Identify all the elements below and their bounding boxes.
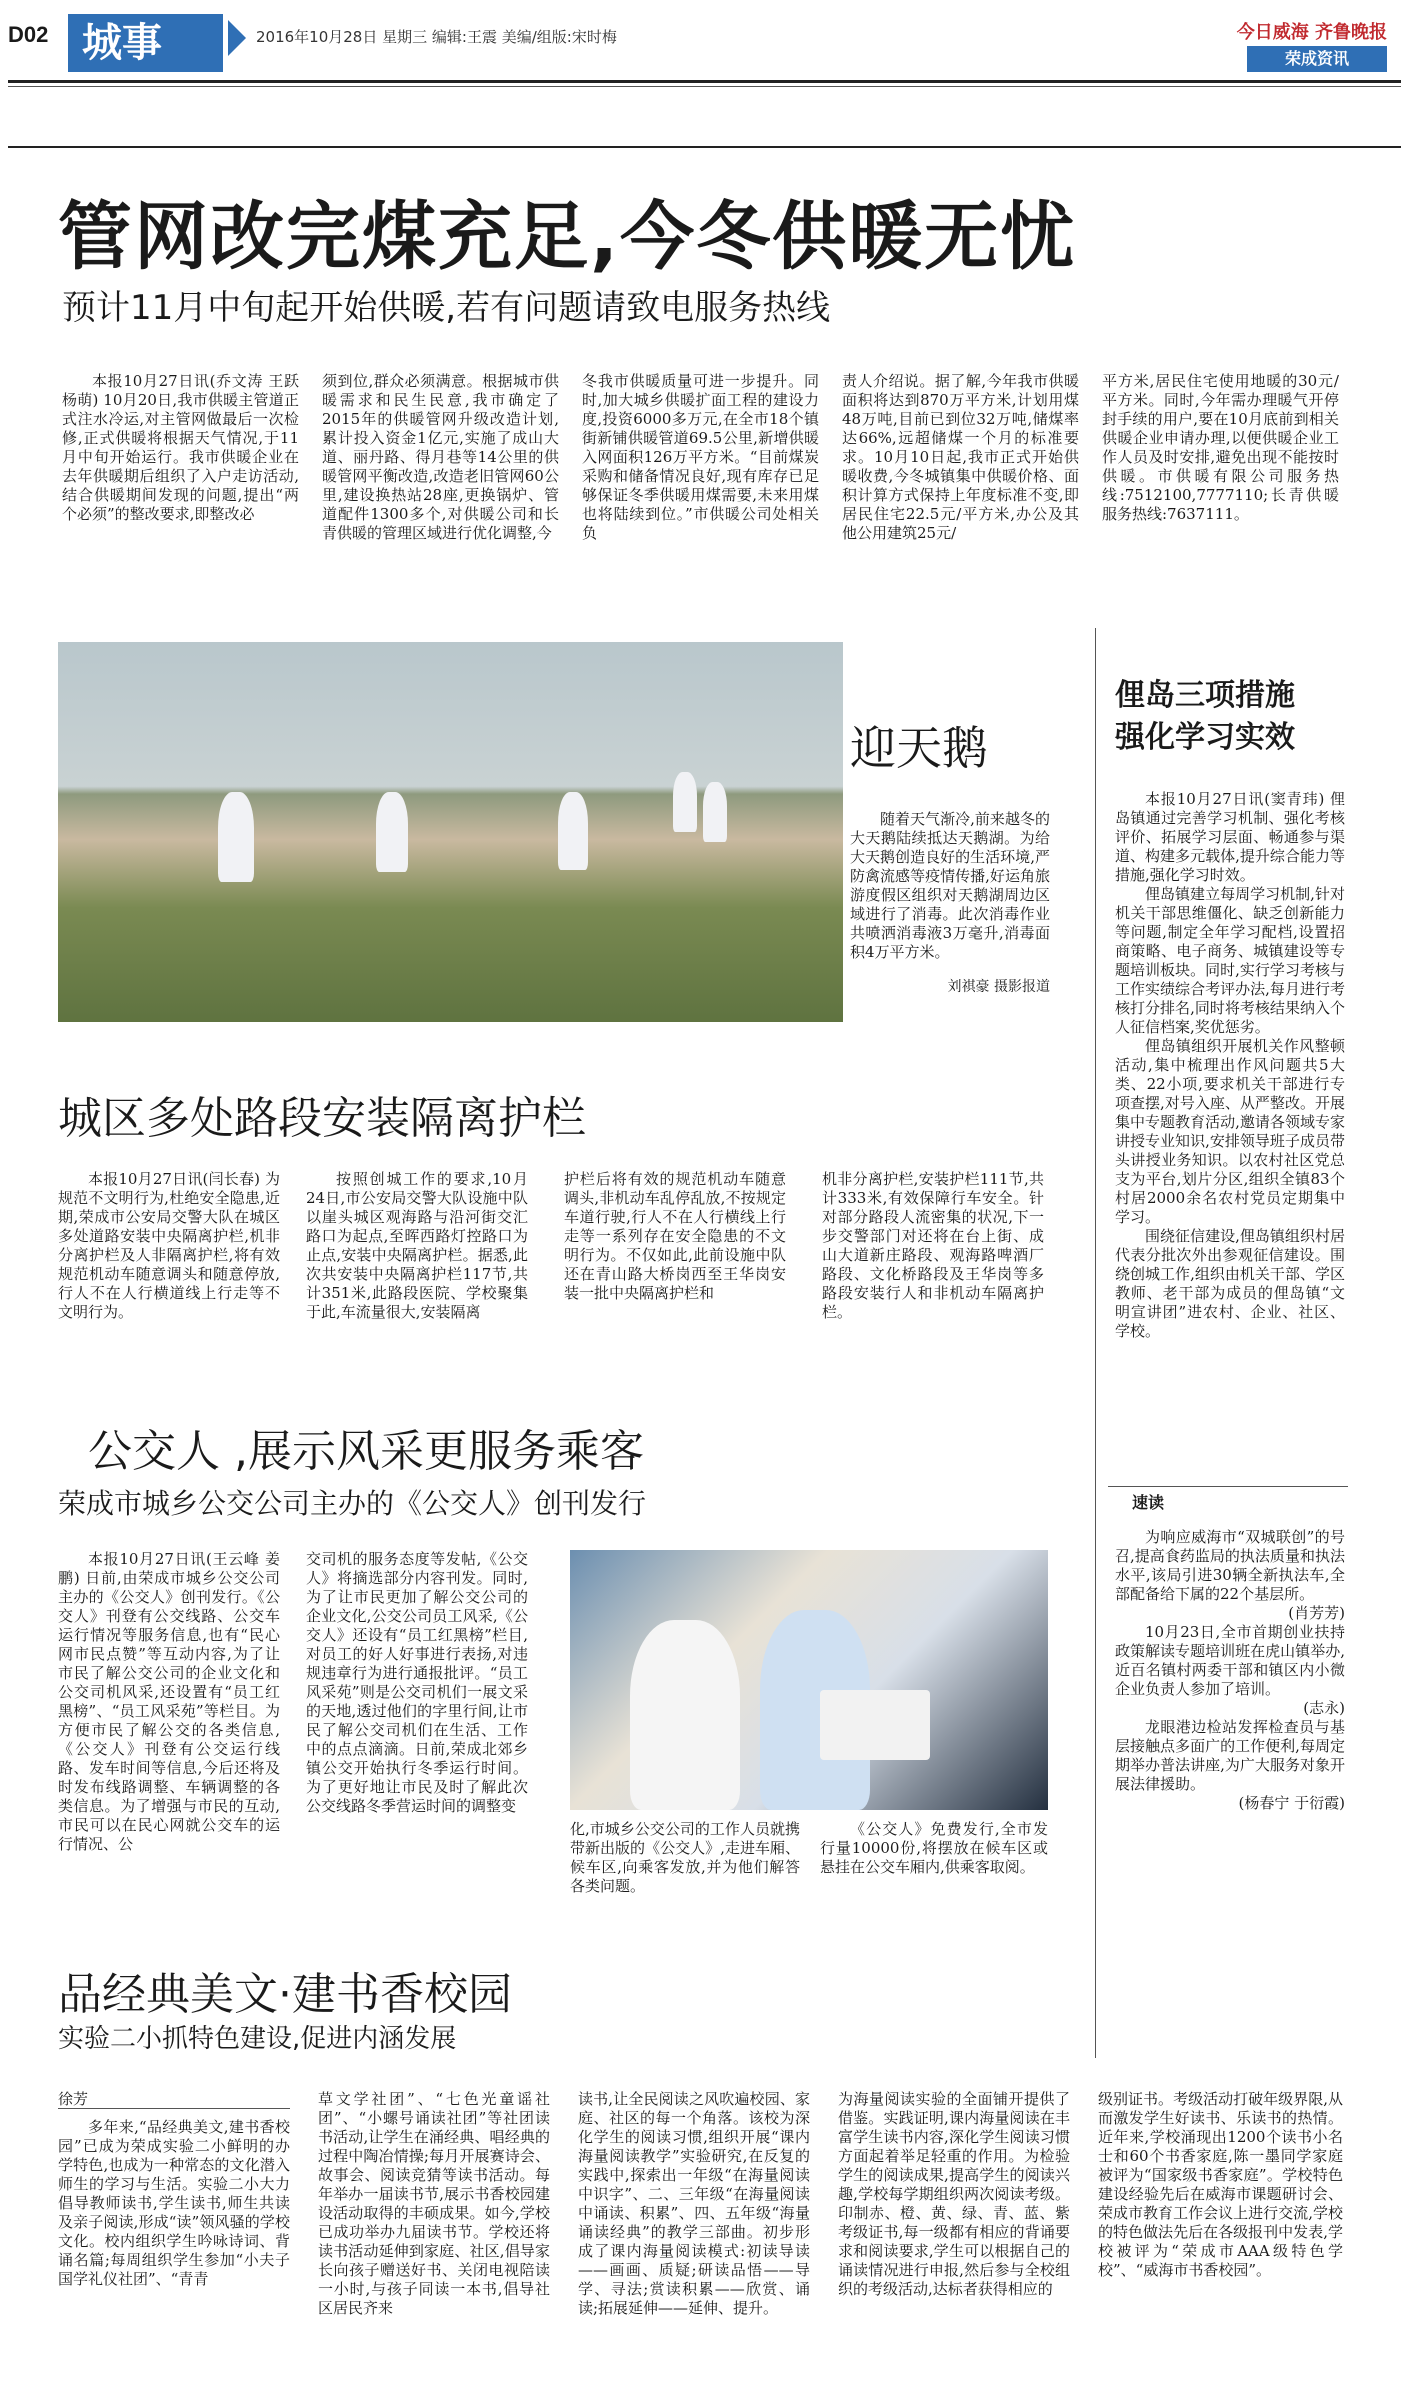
brief-credit: (肖芳芳) [1288, 1604, 1345, 1622]
school-col-3: 读书,让全民阅读之风吹遍校园、家庭、社区的每一个角落。该校为深化学生的阅读习惯,组织开展“课内海量阅读教学”实验研究,在反复的实践中,探索出一年级“在海量阅读中识字”、二、三年级“在海量阅读中诵读、积累”、四、五年级“海量诵读经典”的教学三部曲。初步形成了课内海量阅读模式:初读导读——画画、质疑;研读品悟——导学、寻法;赏读积累——欣赏、诵读;拓展延伸——延伸、提升。 [578, 2090, 810, 2317]
lead-col-1: 本报10月27日讯(乔文涛 王跃 杨萌) 10月20日,我市供暖主管道正式注水冷运,对主管网做最后一次检修,正式供暖将根据天气情况,于11月中旬开始运行。我市供暖企业在去年供暖期后组织了入户走访活动,结合供暖期间发现的问题,提出“两个必须”的整改要求,即整改必 [62, 372, 299, 523]
brief-item: 为响应威海市“双城联创”的号召,提高食药监局的执法质量和执法水平,该局引进30辆全新执法车,全部配备给下属的22个基层所。 [1115, 1528, 1345, 1603]
bus-col-2: 交司机的服务态度等发帖,《公交人》将摘选部分内容刊发。同时,为了让市民更加了解公交公司的企业文化,公交公司员工风采,《公交人》还设有“员工红黑榜”栏目,对员工的好人好事进行表扬,对违规违章行为进行通报批评。“员工风采苑”则是公交司机们一展文采的天地,透过他们的字里行间,让市民了解公交司机们在生活、工作中的点点滴滴。日前,荣成北郊乡镇公交开始执行冬季运行时间。为了更好地让市民及时了解此次公交线路冬季营运时间的调整变 [306, 1550, 528, 1815]
school-col-4: 为海量阅读实验的全面铺开提供了借鉴。实践证明,课内海量阅读在丰富学生读书内容,深化学生阅读习惯方面起着举足轻重的作用。为检验学生的阅读成果,提高学生的阅读兴趣,学校每学期组织两次阅读考级。印制赤、橙、黄、绿、青、蓝、紫考级证书,每一级都有相应的背诵要求和阅读要求,学生可以根据自己的诵读情况进行申报,然后参与全校组织的考级活动,达标者获得相应的 [838, 2090, 1070, 2298]
brief-item: 龙眼港边检站发挥检查员与基层接触点多面广的工作便利,每周定期举办普法讲座,为广大服务对象开展法律援助。 [1115, 1718, 1345, 1793]
section-tag: 荣成资讯 [1247, 46, 1387, 72]
side-para: 围绕征信建设,俚岛镇组织村居代表分批次外出参观征信建设。围绕创城工作,组织由机关干部、学区教师、老干部为成员的俚岛镇“文明宣讲团”进农村、企业、社区、学校。 [1115, 1227, 1345, 1340]
side-para: 俚岛镇建立每周学习机制,针对机关干部思维僵化、缺乏创新能力等问题,制定全年学习配档,设置招商策略、电子商务、城镇建设等专题培训板块。同时,实行学习考核与工作实绩综合考评办法,每月进行考核打分排名,同时将考核结果纳入个人征信档案,奖优惩劣。 [1115, 885, 1345, 1036]
lead-headline: 管网改完煤充足,今冬供暖无忧 [58, 194, 1077, 280]
brand-logo: 今日威海 齐鲁晚报 [1236, 22, 1387, 43]
lead-col-5: 平方米,居民住宅使用地暖的30元/平方米。同时,今年需办理暖气开停封手续的用户,要在10月底前到相关供暖企业申请办理,以便供暖企业工作人员及时安排,避免出现不能按时供暖。市供暖有限公司服务热线:7512100,7777110;长青供暖服务热线:7637111。 [1102, 372, 1339, 523]
swan-credit: 刘祺豪 摄影报道 [947, 979, 1050, 995]
brief-credit: (杨春宁 于衍霞) [1238, 1794, 1345, 1812]
road-col-2: 按照创城工作的要求,10月24日,市公安局交警大队设施中队以崖头城区观海路与沿河街交汇路口为起点,至晖西路灯控路口为止点,安装中央隔离护栏。据悉,此次共安装中央隔离护栏117节,共计351米,此路段医院、学校聚集于此,车流量很大,安装隔离 [306, 1170, 528, 1321]
brief-body [1115, 1528, 1345, 2068]
bus-col-1: 本报10月27日讯(王云峰 姜鹏) 日前,由荣成市城乡公交公司主办的《公交人》创刊发行。《公交人》刊登有公交线路、公交车运行情况等服务信息,也有“民心网市民点赞”等互动内容,为了让市民了解公交公司的企业文化和公交司机风采,还设置有“员工红黑榜”、“员工风采苑”等栏目。为方便市民了解公交的各类信息,《公交人》刊登有公交运行线路、发车时间等信息,今后还将及时发布线路调整、车辆调整的各类信息。为了增强与市民的互动,市民可以在民心网就公交车的运行情况、公 [58, 1550, 280, 1853]
page-number: D02 [8, 22, 49, 47]
worker-figure [376, 792, 408, 872]
school-col-2: 草文学社团”、“七色光童谣社团”、“小螺号诵读社团”等社团读书活动,让学生在涌经典、唱经典的过程中陶冶情操;每月开展赛诗会、故事会、阅读竞猜等读书活动。每年举办一届读书节,展示书香校园建设活动取得的丰硕成果。如今,学校已成功举办九届读书节。学校还将读书活动延伸到家庭、社区,倡导家长向孩子赠送好书、关闭电视陪读一小时,与孩子同读一本书,倡导社区居民齐来 [318, 2090, 550, 2317]
sidebar-divider [1095, 628, 1096, 2058]
brief-credit: (志永) [1303, 1699, 1345, 1717]
section-label: 城事 [68, 14, 223, 72]
worker-figure [558, 792, 588, 870]
person-figure [630, 1620, 740, 1810]
bus-subheadline: 荣成市城乡公交公司主办的《公交人》创刊发行 [58, 1487, 647, 1520]
worker-figure [673, 772, 697, 832]
side-para: 本报10月27日讯(窦青玮) 俚岛镇通过完善学习机制、强化考核评价、拓展学习层面、畅通参与渠道、构建多元载体,提升综合能力等措施,强化学习时效。 [1115, 790, 1345, 884]
section-arrow-icon [228, 20, 246, 56]
school-col-1: 多年来,“品经典美文,建书香校园”已成为荣成实验二小鲜明的办学特色,也成为一种常态的文化潜入师生的学习与生活。实验二小大力倡导教师读书,学生读书,师生共读及亲子阅读,形成“读”领风骚的学校文化。校内组织学生吟咏诗词、背诵名篇;每周组织学生参加“小夫子国学礼仪社团”、“青青 [58, 2118, 290, 2288]
school-col-5: 级别证书。考级活动打破年级界限,从而激发学生好读书、乐读书的热情。近年来,学校涌现出1200个读书小名士和60个书香家庭,陈一墨同学家庭被评为“国家级书香家庭”。学校特色建设经验先后在威海市课题研讨会、荣成市教育工作会议上进行交流,学校的特色做法先后在各级报刊中发表,学校被评为“荣成市AAA级特色学校”、“威海市书香校园”。 [1098, 2090, 1343, 2279]
side-title-2: 强化学习实效 [1115, 720, 1295, 755]
lead-subheadline: 预计11月中旬起开始供暖,若有问题请致电服务热线 [62, 288, 831, 328]
worker-figure [703, 782, 727, 842]
road-col-3: 护栏后将有效的规范机动车随意调头,非机动车乱停乱放,不按规定车道行驶,行人不在人行横线上行走等一系列存在安全隐患的不文明行为。不仅如此,此前设施中队还在青山路大桥岗西至王华岗安装一批中央隔离护栏和 [564, 1170, 786, 1302]
side-body [1115, 790, 1345, 1470]
lead-col-4: 责人介绍说。据了解,今年我市供暖面积将达到870万平方米,计划用煤48万吨,目前已到位32万吨,储煤率达66%,远超储煤一个月的标准要求。10月10日起,我市正式开始供暖收费,今冬城镇集中供暖价格、面积计算方式保持上年度标准不变,即居民住宅22.5元/平方米,办公及其他公用建筑25元/ [842, 372, 1079, 542]
road-col-4: 机非分离护栏,安装护栏111节,共计333米,有效保障行车安全。针对部分路段人流密集的状况,下一步交警部门对还将在台上街、成山大道新庄路段、观海路啤酒厂路段、文化桥路段及王华岗等多路段安装行人和非机动车隔离护栏。 [822, 1170, 1044, 1321]
worker-figure [218, 792, 254, 882]
header-rule-thin [8, 86, 1401, 87]
side-title-1: 俚岛三项措施 [1115, 678, 1295, 713]
swan-title: 迎天鹅 [850, 721, 988, 775]
header-rule [8, 80, 1401, 83]
side-para: 俚岛镇组织开展机关作风整顿活动,集中梳理出作风问题共5大类、22小项,要求机关干部进行专项查摆,对号入座、从严整改。开展集中专题教育活动,邀请各领域专家讲授专业知识,安排领导班子成员带头讲授业务知识。以农村社区党总支为平台,划片分区,组织全镇83个村居2000余名农村党员定期集中学习。 [1115, 1037, 1345, 1226]
school-headline: 品经典美文·建书香校园 [58, 1969, 512, 2020]
issue-info: 2016年10月28日 星期三 编辑:王震 美编/组版:宋时梅 [256, 28, 617, 46]
road-headline: 城区多处路段安装隔离护栏 [58, 1093, 586, 1144]
byline-rule [58, 2108, 290, 2109]
top-rule [8, 146, 1401, 148]
school-byline: 徐芳 [58, 2090, 89, 2108]
newspaper-figure [820, 1690, 930, 1760]
swan-caption: 随着天气渐冷,前来越冬的大天鹅陆续抵达天鹅湖。为给大天鹅创造良好的生活环境,严防禽流感等疫情传播,好运角旅游度假区组织对天鹅湖周边区域进行了消毒。此次消毒作业共喷洒消毒液3万毫升,消毒面积4万平方米。 [850, 810, 1050, 961]
brief-item: 10月23日,全市首期创业扶持政策解读专题培训班在虎山镇举办,近百名镇村两委干部和镇区内小微企业负责人参加了培训。 [1115, 1623, 1345, 1698]
lead-col-2: 须到位,群众必须满意。根据城市供暖需求和民生民意,我市确定了2015年的供暖管网升级改造计划,累计投入资金1亿元,实施了成山大道、丽丹路、得月巷等14公里的供暖管网平衡改造,改造老旧管网60公里,建设换热站28座,更换锅炉、管道配件1300多个,对供暖公司和长青供暖的管理区域进行优化调整,今 [322, 372, 559, 542]
swan-lake-photo [58, 642, 843, 1022]
road-col-1: 本报10月27日讯(闫长春) 为规范不文明行为,杜绝安全隐患,近期,荣成市公安局交警大队在城区多处道路安装中央隔离护栏,机非分离护栏及人非隔离护栏,将有效规范机动车随意调头和随意停放,行人不在人行横道线上行走等不文明行为。 [58, 1170, 280, 1321]
bus-headline: 公交人 ,展示风采更服务乘客 [88, 1426, 644, 1477]
bus-caption-2: 《公交人》免费发行,全市发行量10000份,将摆放在候车区或悬挂在公交车厢内,供乘客取阅。 [820, 1820, 1048, 1876]
bus-photo [570, 1550, 1048, 1810]
bus-caption-1: 化,市城乡公交公司的工作人员就携带新出版的《公交人》,走进车厢、候车区,向乘客发放,并为他们解答各类问题。 [570, 1820, 800, 1895]
school-subheadline: 实验二小抓特色建设,促进内涵发展 [58, 2024, 457, 2054]
brief-rule [1108, 1486, 1348, 1487]
lead-col-3: 冬我市供暖质量可进一步提升。同时,加大城乡供暖扩面工程的建设力度,投资6000多万元,在全市18个镇街新铺供暖管道69.5公里,新增供暖入网面积126万平方米。“目前煤炭采购和储备情况良好,现有库存已足够保证冬季供暖用煤需要,未来用煤也将陆续到位。”市供暖公司处相关负 [582, 372, 819, 542]
brief-label: 速读 [1132, 1493, 1165, 1512]
